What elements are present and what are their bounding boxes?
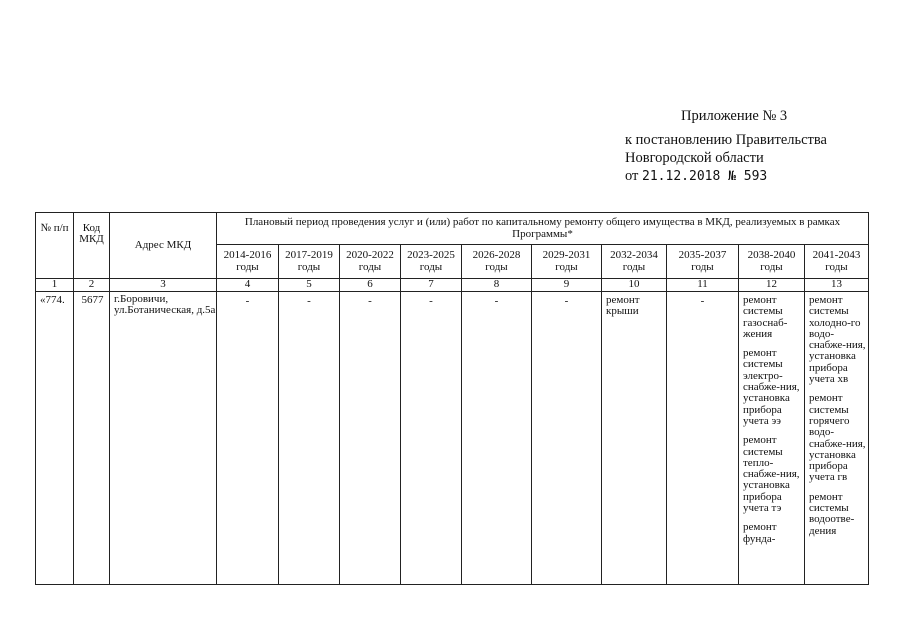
column-number: 10 — [602, 279, 667, 292]
column-number: 13 — [805, 279, 869, 292]
column-number: 6 — [340, 279, 401, 292]
period-2020-2022: 2020-2022 годы — [340, 245, 401, 279]
period-2014-2016: 2014-2016 годы — [217, 245, 279, 279]
row-2029-2031: - — [532, 292, 602, 585]
header-address: Адрес МКД — [110, 213, 217, 279]
header-period: Плановый период проведения услуг и (или) работ по капитальному ремонту общего имущества в МКД, реализуемых в рамках Программы* — [217, 213, 869, 245]
column-number: 11 — [667, 279, 739, 292]
column-number: 5 — [279, 279, 340, 292]
column-number: 1 — [36, 279, 74, 292]
row-num: «774. — [36, 292, 74, 585]
work-item: ремонт системы тепло-снабже-ния, установка прибора учета тэ — [743, 434, 800, 515]
column-number: 8 — [462, 279, 532, 292]
row-2038-2040 — [739, 292, 805, 585]
header-code: Код МКД — [74, 213, 110, 279]
work-item: ремонт системы горячего водо-снабже-ния, установка прибора учета гв — [809, 392, 866, 484]
appendix-line-2: Новгородской области — [625, 150, 764, 166]
work-item: ремонт системы газоснаб-жения — [743, 294, 788, 340]
appendix-date-number: 21.12.2018 № 593 — [642, 169, 768, 184]
appendix-date-prefix: от — [625, 168, 643, 184]
work-item: ремонт системы холодно-го водо-снабже-ния, установка прибора учета хв — [809, 294, 866, 386]
column-number: 7 — [401, 279, 462, 292]
period-2035-2037: 2035-2037 годы — [667, 245, 739, 279]
row-2017-2019: - — [279, 292, 340, 585]
period-2023-2025: 2023-2025 годы — [401, 245, 462, 279]
appendix-title: Приложение № 3 — [681, 108, 788, 124]
row-2014-2016: - — [217, 292, 279, 585]
table-row — [36, 292, 869, 585]
column-number: 9 — [532, 279, 602, 292]
row-address: г.Боровичи, ул.Ботаническая, д.5а — [110, 292, 217, 585]
row-2041-2043 — [805, 292, 869, 585]
column-number: 3 — [110, 279, 217, 292]
period-2017-2019: 2017-2019 годы — [279, 245, 340, 279]
appendix-line-3 — [625, 167, 767, 186]
column-number: 2 — [74, 279, 110, 292]
period-2026-2028: 2026-2028 годы — [462, 245, 532, 279]
column-number: 12 — [739, 279, 805, 292]
work-item: ремонт системы электро-снабже-ния, установка прибора учета ээ — [743, 347, 800, 427]
work-item: ремонт фунда- — [743, 521, 777, 545]
row-2020-2022: - — [340, 292, 401, 585]
capital-repair-table — [35, 212, 869, 585]
row-2032-2034: ремонт крыши — [602, 292, 667, 585]
row-code: 5677 — [74, 292, 110, 585]
period-2032-2034: 2032-2034 годы — [602, 245, 667, 279]
row-2026-2028: - — [462, 292, 532, 585]
appendix-line-1: к постановлению Правительства — [625, 132, 827, 148]
work-item: ремонт системы водоотве-дения — [809, 490, 855, 537]
period-2029-2031: 2029-2031 годы — [532, 245, 602, 279]
period-2038-2040: 2038-2040 годы — [739, 245, 805, 279]
row-2035-2037: - — [667, 292, 739, 585]
column-number: 4 — [217, 279, 279, 292]
header-num: № п/п — [36, 213, 74, 279]
row-2023-2025: - — [401, 292, 462, 585]
period-2041-2043: 2041-2043 годы — [805, 245, 869, 279]
